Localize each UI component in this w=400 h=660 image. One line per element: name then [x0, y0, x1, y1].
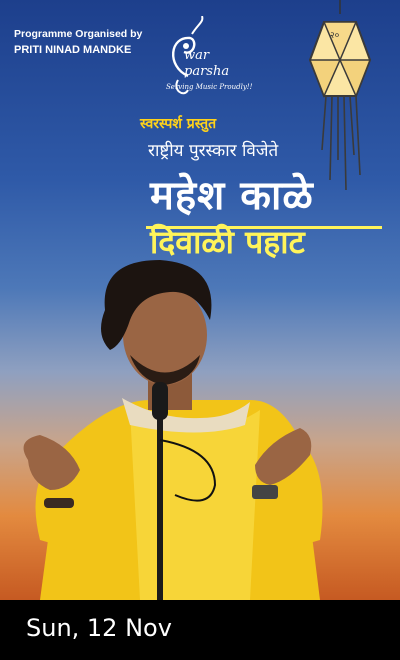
organiser-credit — [14, 26, 142, 58]
microphone — [152, 382, 168, 420]
logo-word-sparsha: parsha — [184, 64, 230, 79]
lantern-label: २० — [330, 31, 340, 41]
singer-photo — [0, 250, 400, 600]
presents-line: स्वरस्पर्श प्रस्तुत — [140, 116, 217, 132]
organiser-name: PRITI NINAD MANDKE — [14, 44, 132, 56]
diwali-lantern-icon — [300, 0, 400, 200]
event-date: Sun, 12 Nov — [26, 614, 172, 642]
mic-stand — [157, 418, 163, 600]
kurta-front — [130, 410, 260, 600]
event-title: दिवाळी पहाट — [150, 223, 305, 261]
date-bar — [0, 600, 400, 660]
wristwatch — [252, 485, 278, 499]
artist-name: महेश काळे — [150, 173, 314, 219]
bracelet — [44, 498, 74, 508]
award-line: राष्ट्रीय पुरस्कार विजेते — [148, 141, 279, 161]
logo-tagline: Serving Music Proudly!! — [166, 83, 253, 91]
organiser-label: Programme Organised by — [14, 28, 143, 40]
logo-word-swar: war — [184, 48, 210, 63]
